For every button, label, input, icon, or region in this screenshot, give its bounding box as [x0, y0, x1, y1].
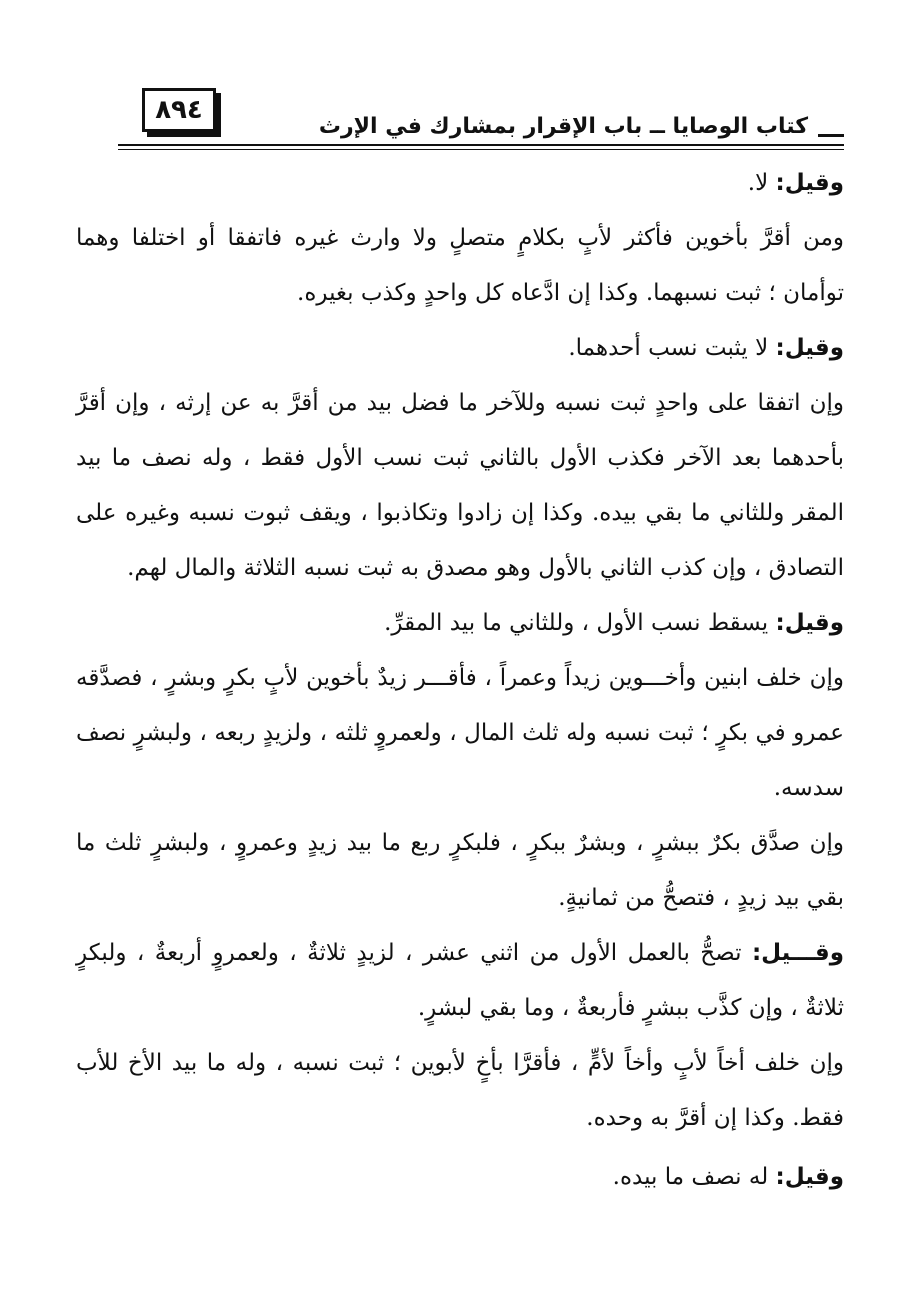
- paragraph-text: له نصف ما بيده.: [612, 1164, 776, 1190]
- paragraph: [76, 1150, 844, 1205]
- paragraph: [76, 376, 844, 596]
- paragraph-text: وإن اتفقا على واحدٍ ثبت نسبه وللآخر ما فضل بيد من أقرَّ به عن إرثه ، وإن أقرَّ بأحدهما بعد الآخر فكذب الأول بالثاني ثبت نسب الأول فقط ، وله نصف ما بيد المقر وللثاني ما بقي بيده. وكذا إن زادوا وتكاذبوا ، ويقف ثبوت نسبه وغيره على التصادق ، وإن كذب الثاني بالأول وهو مصدق به ثبت نسبه الثلاثة والمال لهم.: [76, 390, 844, 581]
- paragraph-text: وإن صدَّق بكرٌ ببشرٍ ، وبشرٌ ببكرٍ ، فلبكرٍ ربع ما بيد زيدٍ وعمروٍ ، ولبشرٍ ثلث ما بقي بيد زيدٍ ، فتصحُّ من ثمانيةٍ.: [76, 830, 844, 911]
- paragraph-text: وإن خلف ابنين وأخـــوين زيداً وعمراً ، فأقـــر زيدٌ بأخوين لأبٍ بكرٍ وبشرٍ ، فصدَّقه عمرو في بكرٍ ؛ ثبت نسبه وله ثلث المال ، ولعمروٍ ثلثه ، ولزيدٍ ربعه ، ولبشرٍ نصف سدسه.: [76, 665, 844, 801]
- paragraph-label: وقيل:: [775, 1164, 844, 1190]
- paragraph: [76, 926, 844, 1036]
- paragraph-text: لا.: [747, 170, 776, 196]
- page-number: ٨٩٤: [155, 95, 203, 125]
- paragraph-text: لا يثبت نسب أحدهما.: [568, 335, 776, 361]
- paragraph-label: وقيل:: [775, 610, 844, 636]
- paragraph-label: وقـــيل:: [751, 940, 845, 966]
- header-dash-right: [818, 134, 844, 137]
- paragraph: [76, 321, 844, 376]
- paragraph: [76, 651, 844, 816]
- header-title: كتاب الوصايا ــ باب الإقرار بمشارك في الإرث: [313, 114, 814, 139]
- paragraph: [76, 816, 844, 926]
- paragraph-text: تصحُّ بالعمل الأول من اثني عشر ، لزيدٍ ثلاثةٌ ، ولعمروٍ أربعةٌ ، ولبكرٍ ثلاثةٌ ، وإن كذَّب ببشرٍ فأربعةٌ ، وما بقي لبشرٍ.: [76, 940, 844, 1021]
- paragraph-label: وقيل:: [775, 335, 844, 361]
- header-rule-thin: [118, 149, 844, 150]
- paragraph: [76, 1036, 844, 1146]
- header-rule: [118, 144, 844, 146]
- running-header: [118, 112, 844, 148]
- paragraph: [76, 211, 844, 321]
- body-text: [76, 156, 844, 1205]
- paragraph-text: يسقط نسب الأول ، وللثاني ما بيد المقرِّ.: [384, 610, 776, 636]
- paragraph-text: وإن خلف أخاً لأبٍ وأخاً لأمٍّ ، فأقرَّا بأخٍ لأبوين ؛ ثبت نسبه ، وله ما بيد الأخ للأب فقط. وكذا إن أقرَّ به وحده.: [76, 1050, 844, 1131]
- paragraph: [76, 156, 844, 211]
- paragraph: [76, 596, 844, 651]
- paragraph-label: وقيل:: [775, 170, 844, 196]
- paragraph-text: ومن أقرَّ بأخوين فأكثر لأبٍ بكلامٍ متصلٍ ولا وارث غيره فاتفقا أو اختلفا وهما توأمان ؛ ثبت نسبهما. وكذا إن ادَّعاه كل واحدٍ وكذب بغيره.: [76, 225, 844, 306]
